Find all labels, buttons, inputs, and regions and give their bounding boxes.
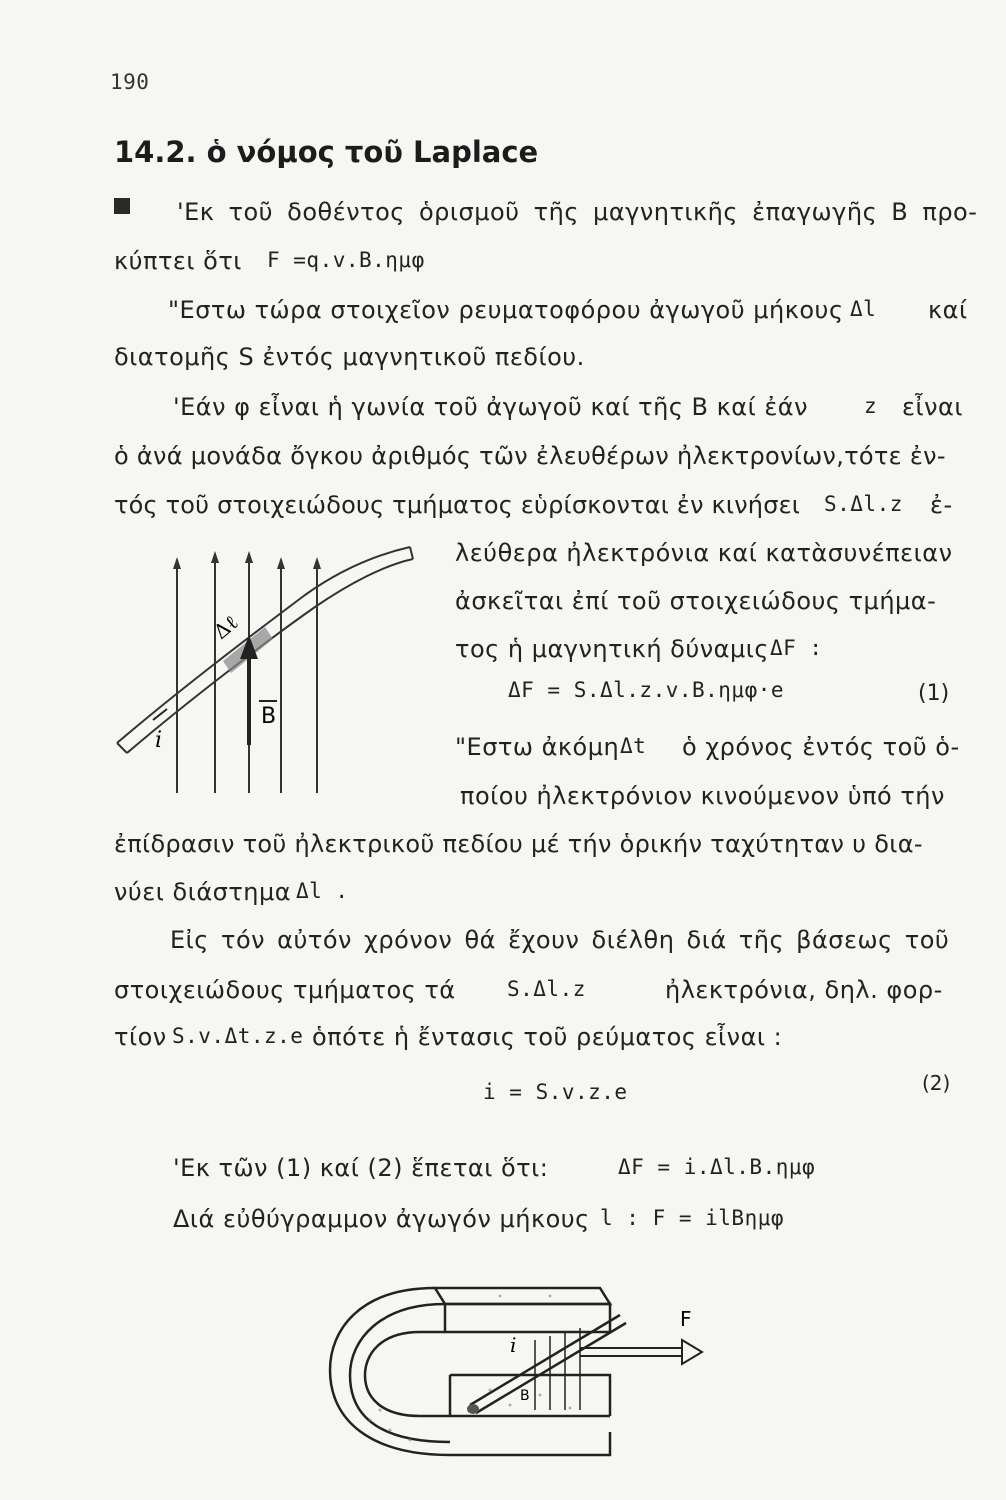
formula: z — [864, 394, 878, 418]
text-line: 'Εκ τῶν (1) καί (2) ἕπεται ὅτι: — [173, 1154, 549, 1182]
text-line: ἐ- — [930, 491, 953, 519]
formula: Δt — [620, 734, 647, 758]
figure-magnet-conductor — [310, 1270, 730, 1480]
text-line: 'Εάν φ εἶναι ἡ γωνία τοῦ ἀγωγοῦ καί τῆς Β καί ἐάν — [173, 393, 809, 421]
formula: ΔF : — [770, 636, 823, 660]
text-line: ὁπότε ἡ ἔντασις τοῦ ρεύματος εἶναι : — [312, 1023, 783, 1051]
text-line: λεύθερα ἠλεκτρόνια καί κατὰσυνέπειαν — [455, 539, 953, 567]
equation-1: ΔF = S.Δl.z.v.B.ημφ·e — [508, 678, 785, 702]
formula: S.v.Δt.z.e — [172, 1024, 304, 1048]
text-line: εἶναι — [902, 393, 963, 421]
bullet-square — [114, 198, 130, 214]
text-line: 'Εκ τοῦ δοθέντος ὁρισμοῦ τῆς μαγνητικῆς ἐπαγωγῆς Β προ- — [177, 198, 978, 226]
equation-2: i = S.v.z.e — [483, 1080, 628, 1104]
text-line: ἀσκεῖται ἐπί τοῦ στοιχειώδους τμήμα- — [455, 587, 937, 615]
text-line: ὁ χρόνος ἐντός τοῦ ὁ- — [682, 733, 960, 761]
section-heading: 14.2. ὁ νόμος τοῦ Laplace — [114, 135, 539, 169]
figure-conductor-in-field — [105, 535, 435, 805]
formula: S.Δl.z — [507, 977, 586, 1001]
equation-2-number: (2) — [922, 1071, 951, 1095]
formula: S.Δl.z — [824, 492, 903, 516]
text-line: τίον — [114, 1023, 167, 1051]
text-line: "Εστω τώρα στοιχεῖον ρευματοφόρου ἀγωγοῦ μήκους — [168, 296, 844, 324]
text-line: ἐπίδρασιν τοῦ ἠλεκτρικοῦ πεδίου μέ τήν ὁρικήν ταχύτηταν υ δια- — [114, 830, 923, 858]
text-line: νύει διάστημα — [114, 878, 292, 906]
formula: F =q.v.B.ημφ — [267, 248, 425, 272]
text-line: ποίου ἠλεκτρόνιον κινούμενον ὑπό τήν — [460, 782, 945, 810]
label-delta-l: Δℓ — [208, 609, 243, 644]
label-i: i — [510, 1333, 517, 1357]
label-b: B — [261, 704, 277, 729]
text-line: ἠλεκτρόνια, δηλ. φορ- — [665, 976, 943, 1004]
text-line: διατομῆς S ἐντός μαγνητικοῦ πεδίου. — [114, 343, 585, 371]
text-line: κύπτει ὅτι — [114, 247, 242, 275]
text-line: ὁ ἀνά μονάδα ὄγκου ἀριθμός τῶν ἐλευθέρων ἠλεκτρονίων,τότε ἐν- — [114, 442, 946, 470]
label-f: F — [680, 1307, 692, 1331]
text-line: καί — [928, 296, 968, 324]
text-line: στοιχειώδους τμήματος τά — [114, 976, 456, 1004]
equation-1-number: (1) — [918, 681, 950, 706]
formula: Δl . — [296, 879, 349, 903]
formula: ΔF = i.Δl.B.ημφ — [618, 1155, 816, 1179]
formula: Δl — [850, 297, 877, 321]
label-b: B — [520, 1388, 530, 1404]
formula: l : F = ilBημφ — [600, 1206, 785, 1230]
text-line: Εἰς τόν αὐτόν χρόνον θά ἔχουν διέλθη διά τῆς βάσεως τοῦ — [170, 926, 950, 954]
page-number: 190 — [110, 70, 150, 94]
text-line: τός τοῦ στοιχειώδους τμήματος εὑρίσκονται ἐν κινήσει — [114, 491, 801, 519]
text-line: "Εστω ἀκόμη — [455, 733, 620, 761]
label-i: i — [155, 728, 163, 753]
text-line: τος ἡ μαγνητική δύναμις — [455, 635, 769, 663]
force-arrowhead — [682, 1340, 702, 1364]
text-line: Διά εὐθύγραμμον ἀγωγόν μήκους — [173, 1205, 590, 1233]
